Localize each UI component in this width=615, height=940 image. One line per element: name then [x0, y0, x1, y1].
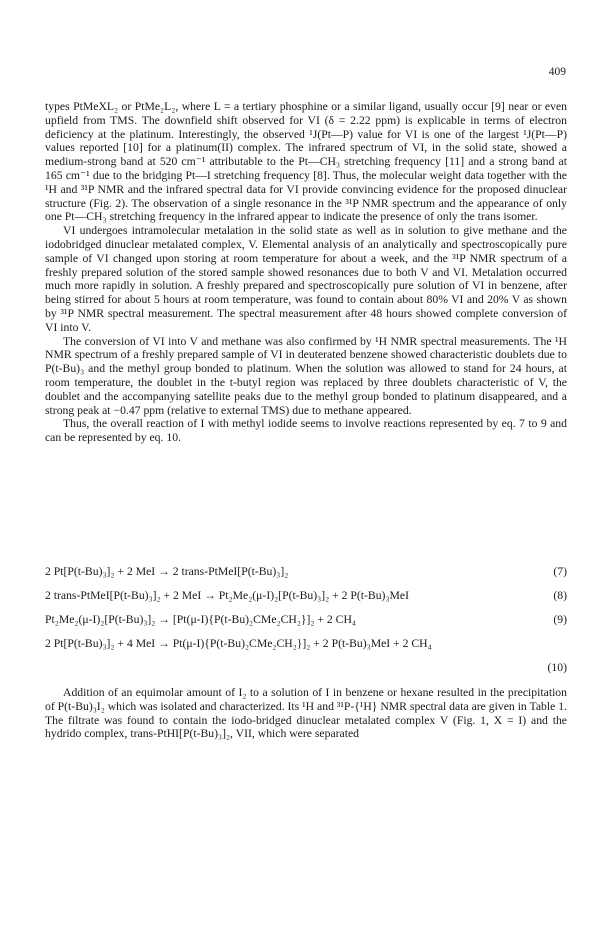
equation-7: [45, 565, 567, 589]
paragraph-1: types PtMeXL₂ or PtMe₂L₂, where L = a tertiary phosphine or a similar ligand, usually occur [9] near or even upfield from TMS. The downfield shift observed for VI (δ = 2.22 ppm) is explicable in terms of electron deficiency at the platinum. Interestingly, the observed ¹J(Pt—P) value for VI is one of the largest ¹J(Pt—P) values reported [10] for a platinum(II) complex. The infrared spectrum of VI, in the solid state, showed a medium-strong band at 520 cm⁻¹ attributable to the Pt—CH₃ stretching frequency [11] and a strong band at 165 cm⁻¹ due to the bridging Pt—I stretching frequency [8]. Thus, the molecular weight data together with the ¹H and ³¹P NMR and the infrared spectral data for VI provide convincing evidence for the proposed dinuclear structure (Fig. 2). The observation of a single resonance in the ³¹P NMR spectrum and the appearance of only one Pt—CH₃ stretching frequency in the infrared appear to indicate the presence of only the trans isomer.: [45, 100, 567, 224]
equation-10-number: (10): [547, 661, 567, 674]
equation-10: [45, 637, 567, 661]
page-number: 409: [548, 66, 566, 78]
equation-7-number: (7): [553, 565, 567, 578]
equation-block: [45, 565, 567, 687]
equation-8-number: (8): [553, 589, 567, 602]
equation-7-text: 2 Pt[P(t-Bu)₃]₂ + 2 MeI → 2 trans-PtMeI[P(t-Bu)₃]₂: [45, 565, 289, 578]
equation-9-text: Pt₂Me₂(μ-I)₂[P(t-Bu)₃]₂ → [Pt(μ-I){P(t-Bu)₂CMe₂CH₂}]₂ + 2 CH₄: [45, 613, 356, 626]
equation-10-text: 2 Pt[P(t-Bu)₃]₂ + 4 MeI → Pt(μ-I){P(t-Bu)₂CMe₂CH₂}]₂ + 2 P(t-Bu)₃MeI + 2 CH₄: [45, 637, 432, 650]
paragraph-5: Addition of an equimolar amount of I₂ to a solution of I in benzene or hexane resulted in the precipitation of P(t-Bu)₃I₂ which was isolated and characterized. Its ¹H and ³¹P-{¹H} NMR spectral data are given in Table 1. The filtrate was found to contain the iodo-bridged dinuclear metalated complex V (Fig. 1, X = I) and the hydrido complex, trans-PtHI[P(t-Bu)₃]₂, VII, which were separated: [45, 686, 567, 741]
equation-9: [45, 613, 567, 637]
paragraph-4: Thus, the overall reaction of I with methyl iodide seems to involve reactions represented by eq. 7 to 9 and can be represented by eq. 10.: [45, 417, 567, 445]
paragraph-3: The conversion of VI into V and methane was also confirmed by ¹H NMR spectral measurements. The ¹H NMR spectrum of a freshly prepared sample of VI in deuterated benzene showed characteristic doublets due to P(t-Bu)₃ and the methyl group bonded to platinum. When the solution was allowed to stand for 24 hours, at room temperature, the doublet in the t-butyl region was replaced by three doublets characteristic of V, the doublet and the accompanying satellite peaks due to the methyl group bonded to platinum disappeared, and a strong peak at −0.47 ppm (relative to external TMS) due to methane appeared.: [45, 334, 567, 417]
equation-10-number-row: [45, 661, 567, 687]
equation-8: [45, 589, 567, 613]
equation-9-number: (9): [553, 613, 567, 626]
body-text: [45, 100, 567, 445]
paragraph-2: VI undergoes intramolecular metalation in the solid state as well as in solution to give methane and the iodobridged dinuclear metalated complex, V. Elemental analysis of an analytically and spectroscopically pure sample of VI changed upon storing at room temperature for about a week, and the ³¹P NMR spectrum of a freshly prepared solution of the stored sample showed resonances due to both V and VI. Metalation occurred much more rapidly in solution. A freshly prepared and spectroscopically pure solution of VI in benzene, after being stirred for about 5 hours at room temperature, was found to contain about 80% VI and 20% V as shown by ³¹P NMR spectral measurement. The spectral measurement after 48 hours showed complete conversion of VI into V.: [45, 224, 567, 334]
equation-8-text: 2 trans-PtMeI[P(t-Bu)₃]₂ + 2 MeI → Pt₂Me₂(μ-I)₂[P(t-Bu)₃]₂ + 2 P(t-Bu)₃MeI: [45, 589, 409, 602]
addition-section: [45, 686, 567, 741]
